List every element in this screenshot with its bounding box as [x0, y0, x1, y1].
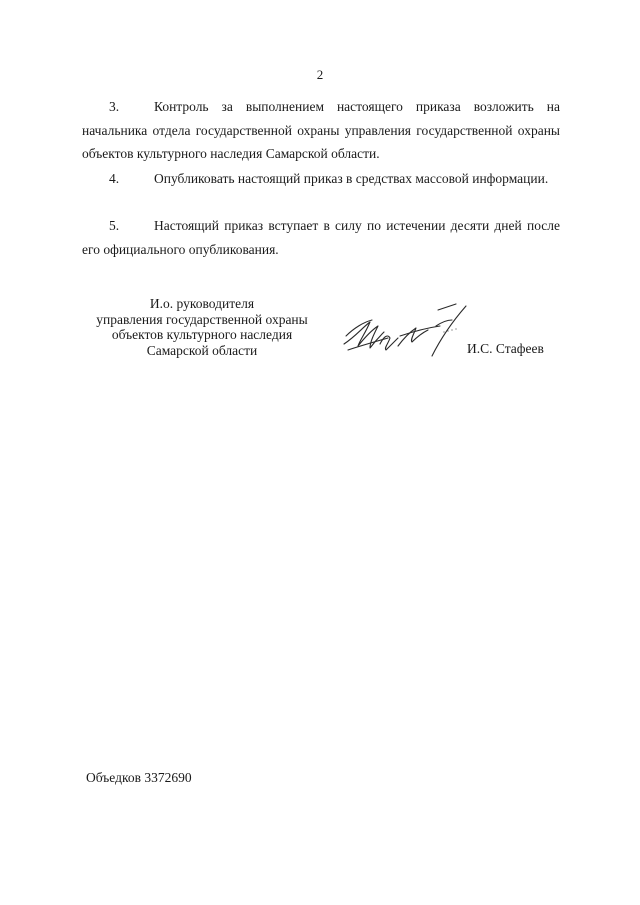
signatory-title-line: И.о. руководителя: [149, 296, 255, 311]
handwritten-signature: [340, 292, 470, 372]
paragraph-4: [82, 167, 560, 191]
paragraph-text: Контроль за выполнением настоящего приказа возложить на начальника отдела государственной охраны управления государственной охраны объектов культурного наследия Самарской области.: [82, 99, 560, 161]
signatory-name: И.С. Стафеев: [467, 341, 544, 356]
signatory-title: [82, 296, 322, 358]
paragraph-number: 4.: [109, 171, 120, 186]
signatory-title-line: управления государственной охраны: [96, 311, 308, 327]
paragraph-text: Настоящий приказ вступает в силу по истечении десяти дней после его официального опубликования.: [82, 218, 560, 257]
executor-note: Объедков 3372690: [86, 770, 192, 785]
paragraph-3: [82, 95, 560, 166]
paragraph-number: 3.: [109, 99, 120, 114]
paragraph-number: 5.: [109, 218, 120, 233]
signatory-title-line: Самарской области: [146, 342, 258, 358]
page-number: 2: [316, 67, 324, 82]
paragraph-5: [82, 214, 560, 261]
signatory-title-line: объектов культурного наследия: [111, 327, 293, 342]
paragraph-text: Опубликовать настоящий приказ в средствах массовой информации.: [154, 171, 549, 186]
